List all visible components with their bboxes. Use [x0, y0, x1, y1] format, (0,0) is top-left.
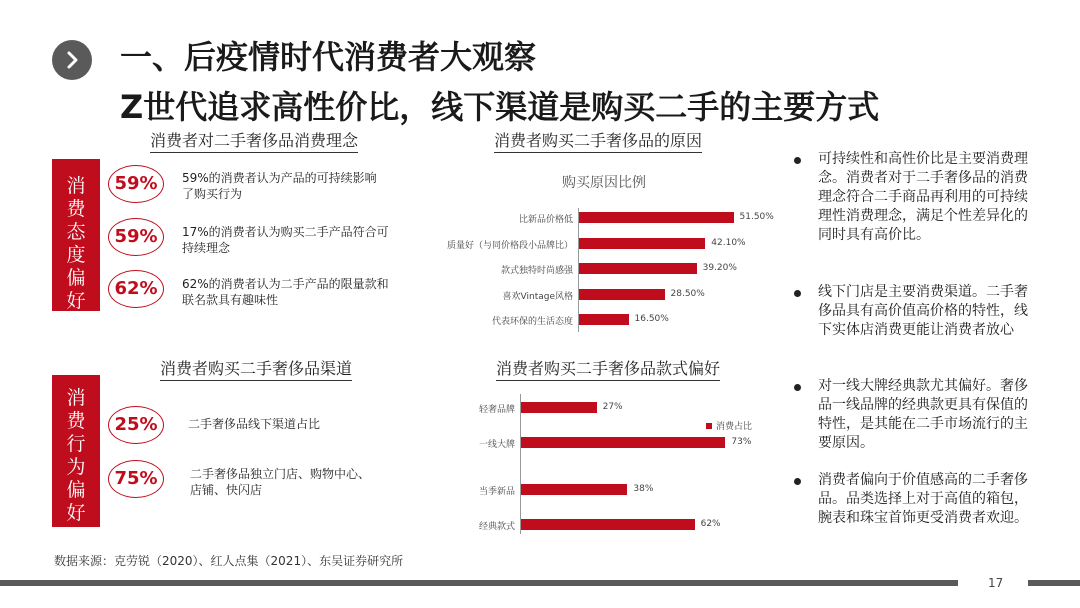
legend-label: 消费占比: [716, 422, 753, 432]
bar-category-label: 比新品价格低: [518, 215, 573, 225]
footer-bar-right: [1028, 580, 1080, 586]
chart-title: 购买原因比例: [562, 175, 646, 191]
bar: [579, 212, 734, 223]
next-arrow-icon[interactable]: [52, 40, 92, 80]
footer-bar: [0, 580, 958, 586]
bar-value-label: 62%: [700, 519, 721, 529]
page-subtitle: Z世代追求高性价比，线下渠道是购买二手的主要方式: [120, 88, 880, 126]
chart-axis: [520, 394, 521, 534]
page-number: 17: [988, 576, 1004, 590]
bar-category-label: 代表环保的生活态度: [491, 317, 573, 327]
bar-value-label: 73%: [731, 437, 752, 447]
bar: [579, 263, 697, 274]
stat-badge: 75%: [108, 460, 164, 498]
bar-category-label: 轻奢品牌: [478, 405, 515, 415]
bar-value-label: 39.20%: [702, 263, 737, 273]
side-label-attitude: 消费态度偏好: [52, 159, 100, 311]
bar-value-label: 42.10%: [711, 237, 746, 248]
bar-category-label: 喜欢Vintage风格: [502, 291, 573, 302]
stat-description: 62%的消费者认为二手产品的限量款和联名款具有趣味性: [182, 277, 389, 307]
bullet-dot: [794, 478, 801, 485]
stat-description: 59%的消费者认为产品的可持续影响了购买行为: [182, 171, 377, 201]
bar: [579, 238, 705, 249]
bullet-text: 消费者偏向于价值感高的二手奢侈品。品类选择上对于高值的箱包，腕表和珠宝首饰更受消费者欢迎。: [818, 472, 1028, 526]
bar: [521, 437, 725, 448]
bar-category-label: 质量好（与同价格段小品牌比）: [446, 240, 573, 251]
bar: [521, 484, 627, 495]
bullet-dot: [794, 157, 801, 164]
stat-badge: 62%: [108, 270, 164, 308]
bar-category-label: 一线大牌: [478, 440, 515, 450]
bar-value-label: 38%: [633, 484, 654, 494]
bar: [579, 289, 665, 300]
bullet-dot: [794, 290, 801, 297]
bar-category-label: 经典款式: [478, 522, 515, 532]
section-title-reasons: 消费者购买二手奢侈品的原因: [494, 128, 702, 153]
section-title-consumption-concept: 消费者对二手奢侈品消费理念: [150, 128, 358, 153]
bar-value-label: 16.50%: [634, 314, 669, 324]
bar-category-label: 当季新品: [478, 487, 515, 497]
bullet-dot: [794, 384, 801, 391]
legend-swatch: [706, 423, 712, 429]
bar: [521, 519, 695, 530]
section-title-channels: 消费者购买二手奢侈品渠道: [160, 356, 352, 381]
bar-category-label: 款式独特时尚感强: [500, 266, 573, 276]
stat-description: 二手奢侈品线下渠道占比: [188, 417, 321, 431]
side-label-behavior: 消费行为偏好: [52, 375, 100, 527]
bullet-text: 线下门店是主要消费渠道。二手奢侈品具有高价值高价格的特性，线下实体店消费更能让消费者放心: [818, 284, 1028, 338]
bar: [579, 314, 629, 325]
section-title-styles: 消费者购买二手奢侈品款式偏好: [496, 356, 720, 381]
bar: [521, 402, 597, 413]
bar-value-label: 28.50%: [670, 288, 705, 299]
data-source: 数据来源：克劳锐（2020）、红人点集（2021）、东吴证券研究所: [54, 554, 404, 568]
stat-badge: 25%: [108, 406, 164, 444]
stat-description: 二手奢侈品独立门店、购物中心、店铺、快闪店: [190, 467, 371, 497]
stat-badge: 59%: [108, 165, 164, 203]
bullet-text: 对一线大牌经典款尤其偏好。奢侈品一线品牌的经典款更具有保值的特性，是其能在二手市场流行的主要原因。: [818, 378, 1028, 451]
stat-description: 17%的消费者认为购买二手产品符合可持续理念: [182, 225, 389, 255]
bullet-text: 可持续性和高性价比是主要消费理念。消费者对于二手奢侈品的消费理念符合二手商品再利用的可持续理性消费理念，满足个性差异化的同时具有高价比。: [818, 151, 1028, 243]
page-title: 一、后疫情时代消费者大观察: [120, 38, 537, 76]
bar-value-label: 27%: [602, 402, 623, 412]
bar-value-label: 51.50%: [739, 212, 774, 222]
stat-badge: 59%: [108, 218, 164, 256]
